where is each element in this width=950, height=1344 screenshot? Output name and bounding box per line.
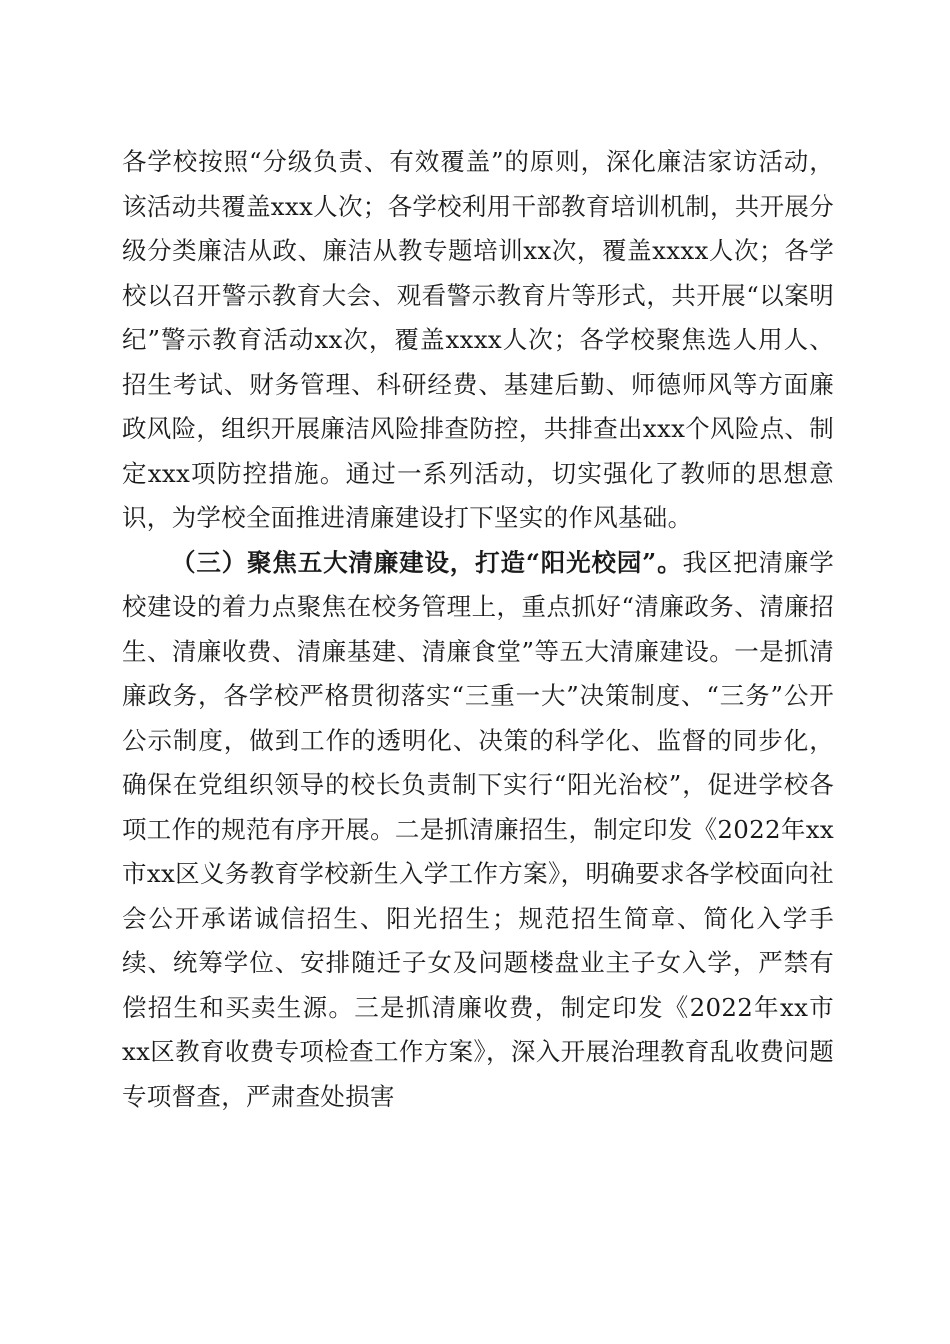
paragraph-text: 各学校按照“分级负责、有效覆盖”的原则，深化廉洁家访活动，该活动共覆盖xxx人次；各学校利用干部教育培训机制，共开展分级分类廉洁从政、廉洁从教专题培训xx次，覆盖xxxx人次；各学校以召开警示教育大会、观看警示教育片等形式，共开展“以案明纪”警示教育活动xx次，覆盖xxxx人次；各学校聚焦选人用人、招生考试、财务管理、科研经费、基建后勤、师德师风等方面廉政风险，组织开展廉洁风险排查防控，共排查出xxx个风险点、制定xxx项防控措施。通过一系列活动，切实强化了教师的思想意识，为学校全面推进清廉建设打下坚实的作风基础。: [122, 147, 834, 532]
document-body: [122, 140, 834, 1119]
paragraph-five-clean-constructions: [122, 541, 834, 1120]
section-heading: （三）聚焦五大清廉建设，打造“阳光校园”。: [171, 547, 683, 577]
paragraph-text: 我区把清廉学校建设的着力点聚焦在校务管理上，重点抓好“清廉政务、清廉招生、清廉收费、清廉基建、清廉食堂”等五大清廉建设。一是抓清廉政务，各学校严格贯彻落实“三重一大”决策制度、“三务”公开公示制度，做到工作的透明化、决策的科学化、监督的同步化，确保在党组织领导的校长负责制下实行“阳光治校”，促进学校各项工作的规范有序开展。二是抓清廉招生，制定印发《2022年xx市xx区义务教育学校新生入学工作方案》，明确要求各学校面向社会公开承诺诚信招生、阳光招生；规范招生简章、简化入学手续、统筹学位、安排随迁子女及问题楼盘业主子女入学，严禁有偿招生和买卖生源。三是抓清廉收费，制定印发《2022年xx市xx区教育收费专项检查工作方案》，深入开展治理教育乱收费问题专项督查，严肃查处损害: [122, 547, 834, 1111]
paragraph-activities-summary: [122, 140, 834, 541]
